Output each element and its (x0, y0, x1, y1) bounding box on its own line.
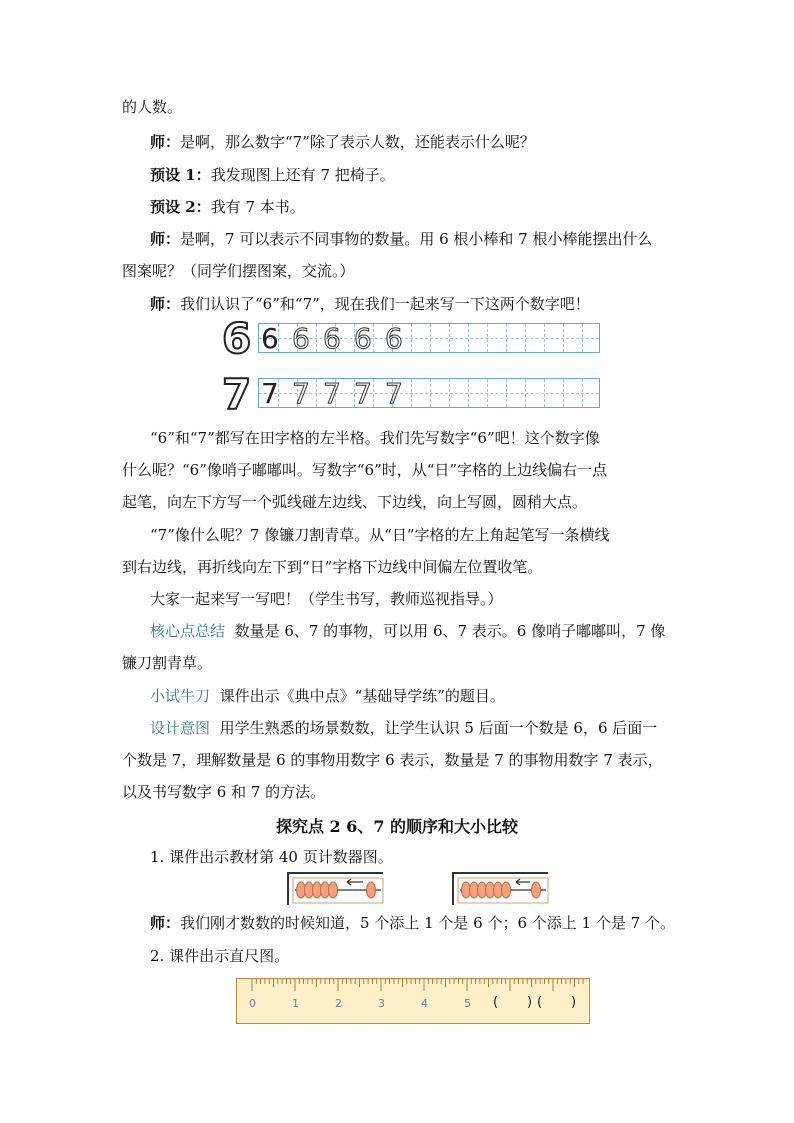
paragraph-line: “6”和“7”都写在田字格的左半格。我们先写数字“6”吧！这个数字像 (150, 429, 600, 447)
line-text: 是啊，7 可以表示不同事物的数量。用 6 根小棒和 7 根小棒能摆出什么 (180, 230, 653, 248)
text-line: 图案呢？（同学们摆图案，交流。） (122, 262, 355, 280)
grid-line (316, 379, 317, 407)
text-line: 的人数。 (122, 98, 183, 116)
grid-midline (259, 393, 599, 394)
speaker-label: 预设 1： (150, 166, 211, 184)
text-line (150, 132, 535, 152)
speaker-label: 师： (150, 133, 181, 151)
ruler-blank: ( ) (493, 995, 533, 1010)
tracing-digit: 7 (385, 377, 403, 410)
text-line (150, 229, 653, 249)
ruler-label: 3 (378, 997, 385, 1010)
grid-line (525, 379, 526, 407)
ruler-label: 5 (464, 997, 471, 1010)
trial-text: 课件出示《典中点》“基础导学练”的题目。 (219, 687, 505, 705)
grid-line (449, 324, 450, 352)
paragraph-line: 起笔，向左下方写一个弧线碰左边线、下边线，向上写圆，圆稍大点。 (122, 493, 588, 511)
ruler-label: 2 (335, 997, 342, 1010)
paragraph-line: 大家一起来写一写吧！（学生书写，教师巡视指导。） (150, 590, 503, 608)
text-line (150, 165, 395, 185)
ruler-blank: ( ) (537, 995, 577, 1010)
grid-line (544, 324, 545, 352)
summary-text: 数量是 6、7 的事物，可以用 6、7 表示。6 像哨子嘟嘟叫，7 像 (234, 622, 666, 640)
counter-bead (502, 882, 511, 898)
grid-midline (259, 338, 599, 339)
tracing-digit: 7 (292, 377, 310, 410)
grid-line (468, 379, 469, 407)
grid-line (563, 379, 564, 407)
grid-line (506, 324, 507, 352)
outlined-digit-six: 6 (222, 314, 252, 363)
grid-line (373, 324, 374, 352)
counter-frame-seven (450, 868, 550, 908)
practice-digit: 6 (261, 322, 279, 355)
text-line (150, 294, 590, 314)
paragraph-line: 到右边线，再折线向左下到“日”字格下边线中间偏左位置收笔。 (122, 558, 543, 576)
outlined-digit-seven: 7 (222, 370, 252, 419)
design-text: 用学生熟悉的场景数数，让学生认识 5 后面一个数是 6，6 后面一 (219, 719, 658, 737)
tracing-digit: 7 (354, 377, 372, 410)
grid-line (411, 379, 412, 407)
step-line: 1. 课件出示教材第 40 页计数器图。 (150, 848, 393, 866)
grid-line (582, 379, 583, 407)
design-label: 设计意图 (150, 719, 211, 737)
tracing-digit: 6 (323, 322, 341, 355)
grid-line (487, 379, 488, 407)
summary-label: 核心点总结 (150, 622, 226, 640)
trial-line (150, 686, 505, 706)
speaker-label: 师： (150, 230, 181, 248)
ruler-label: 4 (421, 997, 428, 1010)
grid-line (449, 379, 450, 407)
grid-line (411, 324, 412, 352)
grid-line (373, 379, 374, 407)
trial-label: 小试牛刀 (150, 687, 211, 705)
speaker-label: 师： (150, 295, 181, 313)
practice-digit: 7 (261, 377, 279, 410)
grid-line (563, 324, 564, 352)
design-line: 个数是 7，理解数量是 6 的事物用数字 6 表示，数量是 7 的事物用数字 7 表示， (122, 751, 663, 769)
step-line: 2. 课件出示直尺图。 (150, 947, 290, 965)
counter-bead (367, 882, 376, 898)
grid-line (468, 324, 469, 352)
tracing-digit: 6 (385, 322, 403, 355)
counter-bead (532, 882, 541, 898)
summary-line (150, 621, 665, 641)
text-line (150, 197, 305, 217)
teacher-line (150, 913, 675, 933)
grid-line (316, 324, 317, 352)
grid-line (544, 379, 545, 407)
ruler (236, 978, 590, 1024)
speaker-label: 预设 2： (150, 198, 211, 216)
counter-frame-six (285, 868, 385, 908)
section-heading: 探究点 2 6、7 的顺序和大小比较 (275, 817, 519, 836)
paragraph-line: 什么呢？“6”像哨子嘟嘟叫。写数字“6”时，从“日”字格的上边线偏右一点 (122, 461, 608, 479)
design-line (150, 718, 657, 738)
tracing-digit: 6 (354, 322, 372, 355)
grid-line (487, 324, 488, 352)
grid-line (582, 324, 583, 352)
grid-line (506, 379, 507, 407)
line-text: 我有 7 本书。 (210, 198, 305, 216)
writing-grid-six (258, 323, 600, 353)
line-text: 我们刚才数数的时候知道，5 个添上 1 个是 6 个；6 个添上 1 个是 7 个。 (180, 914, 675, 932)
writing-grid-seven (258, 378, 600, 408)
line-text: 我发现图上还有 7 把椅子。 (210, 166, 395, 184)
grid-line (430, 324, 431, 352)
line-text: 是啊，那么数字“7”除了表示人数，还能表示什么呢？ (180, 133, 535, 151)
paragraph-line: “7”像什么呢？7 像镰刀割青草。从“日”字格的左上角起笔写一条横线 (150, 526, 610, 544)
summary-line: 镰刀割青草。 (122, 654, 213, 672)
grid-line (430, 379, 431, 407)
speaker-label: 师： (150, 914, 181, 932)
line-text: 我们认识了“6”和“7”，现在我们一起来写一下这两个数字吧！ (180, 295, 590, 313)
tracing-digit: 6 (292, 322, 310, 355)
design-line: 以及书写数字 6 和 7 的方法。 (122, 783, 326, 801)
ruler-label: 1 (292, 997, 299, 1010)
grid-line (525, 324, 526, 352)
counter-bead (329, 882, 338, 898)
ruler-label: 0 (249, 997, 256, 1010)
tracing-digit: 7 (323, 377, 341, 410)
